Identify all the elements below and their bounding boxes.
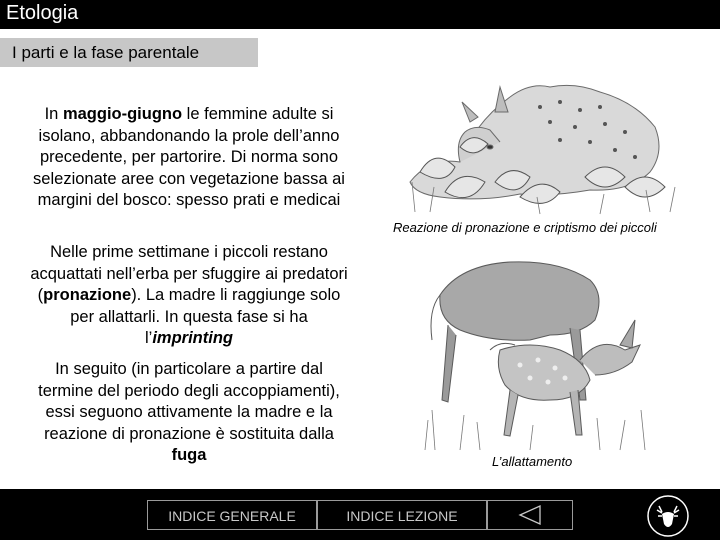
deer-head-logo-icon — [645, 494, 691, 538]
body-text: le femmine adulte si isolano, abbandonando la prole dell’anno precedente, per partorire. Di norma sono selezionate aree con vegetazione bassa ai margini del bosco: spesso prati e medicai — [33, 105, 345, 209]
left-triangle-arrow-icon — [488, 501, 572, 529]
lesson-index-button[interactable]: INDICE LEZIONE — [317, 500, 487, 530]
caption-pronation: Reazione di pronazione e criptismo dei piccoli — [393, 220, 657, 235]
body-text: In — [44, 105, 63, 123]
paragraph-births — [30, 104, 348, 212]
emphasis-text: maggio-giugno — [62, 105, 183, 123]
paragraph-pronation — [30, 242, 348, 350]
body-text: Nelle prime settimane i piccoli restano acquattati nell’erba per sfuggire ai predatori ( — [30, 243, 348, 304]
body-text: ). La madre li raggiunge solo per allattarli. In questa fase si ha l’ — [70, 286, 341, 347]
back-button[interactable] — [487, 500, 573, 530]
section-subtitle-text: I parti e la fase parentale — [12, 43, 200, 62]
section-subtitle — [0, 38, 258, 67]
general-index-button[interactable]: INDICE GENERALE — [147, 500, 317, 530]
doe-nursing-fawn-illustration — [420, 250, 660, 455]
fawn-lying-illustration — [400, 62, 690, 217]
emphasis-text: imprinting — [152, 329, 233, 347]
emphasis-text: pronazione — [43, 286, 132, 304]
caption-nursing: L’allattamento — [492, 454, 573, 469]
page-title: Etologia — [6, 2, 79, 24]
header-bar — [0, 0, 720, 29]
body-text: In seguito (in particolare a partire dal termine del periodo degli accoppiamenti), essi seguono attivamente la madre e la reazione di pronazione è sostituita dalla — [38, 360, 340, 443]
emphasis-text: fuga — [171, 446, 207, 464]
paragraph-flight — [30, 359, 348, 467]
